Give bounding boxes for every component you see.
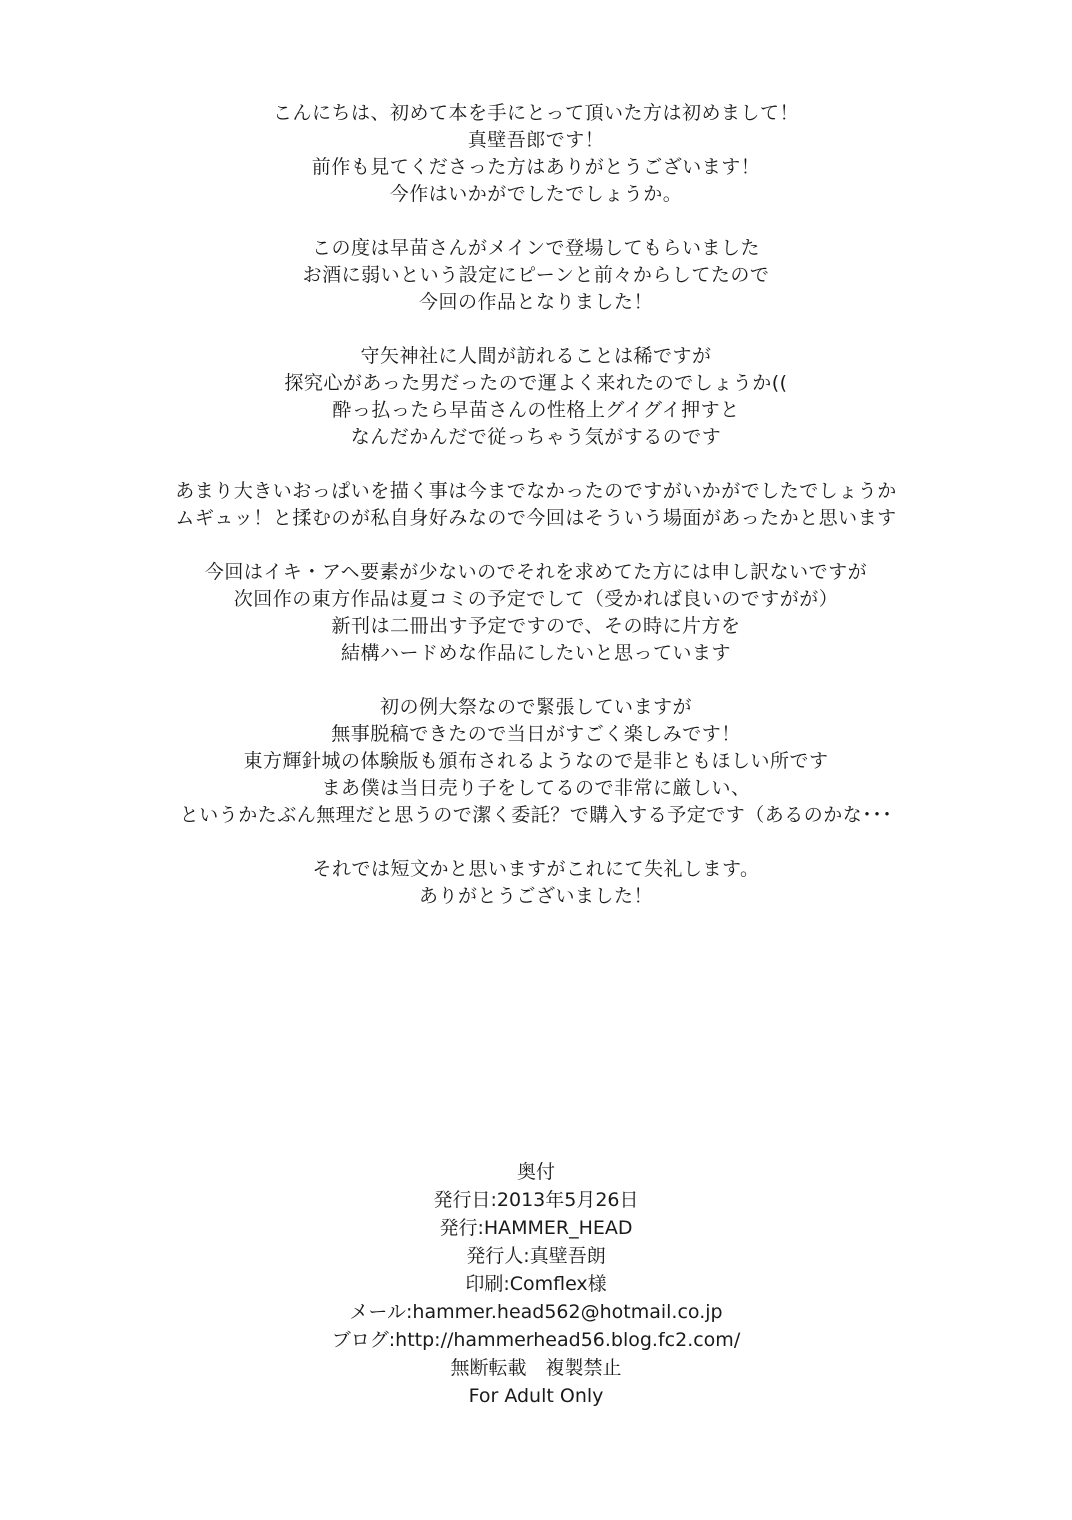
text-line: それでは短文かと思いますがこれにて失礼します。 bbox=[312, 858, 760, 880]
text-line: まあ僕は当日売り子をしてるので非常に厳しい、 bbox=[321, 777, 751, 799]
text-line: 東方輝針城の体験版も頒布されるようなので是非ともほしい所です bbox=[243, 750, 829, 772]
text-line: 次回作の東方作品は夏コミの予定でして（受かれば良いのですがが） bbox=[233, 588, 839, 610]
text-line: 今作はいかがでしたでしょうか。 bbox=[389, 183, 683, 205]
text-line: 探究心があった男だったので運よく来れたのでしょうか(( bbox=[284, 372, 788, 394]
afterword-text bbox=[0, 100, 1072, 937]
afterword-paragraph bbox=[0, 559, 1072, 667]
text-line: ありがとうございました！ bbox=[418, 885, 653, 907]
publisher: 発行:HAMMER_HEAD bbox=[439, 1217, 633, 1239]
text-line: 新刊は二冊出す予定ですので、その時に片方を bbox=[331, 615, 741, 637]
text-line: 守矢神社に人間が訪れることは稀ですが bbox=[360, 345, 712, 367]
printer: 印刷:Comflex様 bbox=[465, 1273, 607, 1295]
colophon-heading: 奥付 bbox=[516, 1161, 555, 1183]
text-line: 無事脱稿できたので当日がすごく楽しみです！ bbox=[331, 723, 741, 745]
issue-date: 発行日:2013年5月26日 bbox=[433, 1189, 639, 1211]
copyright-notice: 無断転載 複製禁止 bbox=[450, 1357, 622, 1379]
text-line: お酒に弱いという設定にピーンと前々からしてたので bbox=[302, 264, 770, 286]
blog-url: ブログ:http://hammerhead56.blog.fc2.com/ bbox=[331, 1329, 741, 1351]
afterword-paragraph bbox=[0, 100, 1072, 208]
text-line: というかたぶん無理だと思うので潔く委託？で購入する予定です（あるのかな･･･ bbox=[179, 804, 893, 826]
text-line: こんにちは、初めて本を手にとって頂いた方は初めまして！ bbox=[272, 102, 800, 124]
text-line: この度は早苗さんがメインで登場してもらいました bbox=[311, 237, 761, 259]
text-line: 真壁吾郎です！ bbox=[467, 129, 605, 151]
text-line: 酔っ払ったら早苗さんの性格上グイグイ押すと bbox=[332, 399, 740, 421]
contact-email: メール:hammer.head562@hotmail.co.jp bbox=[349, 1301, 723, 1323]
text-line: なんだかんだで従っちゃう気がするのです bbox=[350, 426, 722, 448]
afterword-paragraph bbox=[0, 343, 1072, 451]
text-line: 結構ハードめな作品にしたいと思っています bbox=[340, 642, 731, 664]
text-line: ムギュッ！と揉むのが私自身好みなので今回はそういう場面があったかと思います bbox=[175, 507, 897, 529]
colophon bbox=[0, 1158, 1072, 1410]
afterword-paragraph bbox=[0, 235, 1072, 316]
afterword-paragraph bbox=[0, 478, 1072, 532]
afterword-paragraph bbox=[0, 694, 1072, 829]
text-line: 初の例大祭なので緊張していますが bbox=[379, 696, 692, 718]
text-line: 今回の作品となりました！ bbox=[418, 291, 653, 313]
afterword-paragraph bbox=[0, 856, 1072, 910]
text-line: 前作も見てくださった方はありがとうございます！ bbox=[311, 156, 761, 178]
issuer: 発行人:真壁吾朗 bbox=[466, 1245, 606, 1267]
adult-notice: For Adult Only bbox=[468, 1385, 604, 1407]
text-line: 今回はイキ・アヘ要素が少ないのでそれを求めてた方には申し訳ないですが bbox=[204, 561, 868, 583]
text-line: あまり大きいおっぱいを描く事は今までなかったのですがいかがでしたでしょうか bbox=[175, 480, 897, 502]
